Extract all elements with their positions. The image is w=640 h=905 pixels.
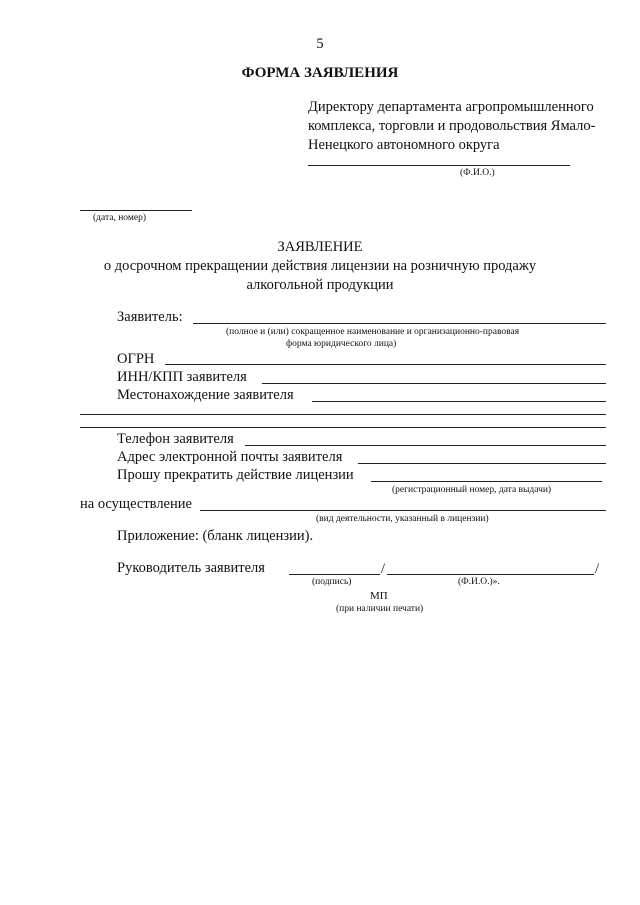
inn-kpp-line [262,383,606,384]
signature-fio-caption: (Ф.И.О.)». [458,577,500,587]
applicant-line [193,323,606,324]
ogrn-label: ОГРН [117,351,155,367]
terminate-license-label: Прошу прекратить действие лицензии [117,467,354,483]
signature-caption: (подпись) [312,577,352,587]
form-title: ФОРМА ЗАЯВЛЕНИЯ [241,65,399,81]
email-label: Адрес электронной почты заявителя [117,449,343,465]
location-label: Местонахождение заявителя [117,387,294,403]
activity-label: на осуществление [80,496,192,512]
addressee-fio-caption: (Ф.И.О.) [460,168,495,178]
license-number-caption: (регистрационный номер, дата выдачи) [392,485,552,495]
addressee-line-3: Ненецкого автономного округа [308,137,500,153]
inn-kpp-label: ИНН/КПП заявителя [117,369,247,385]
signature-slash-1: / [381,561,386,577]
date-number-line [80,210,192,211]
statement-subtitle-line-1: о досрочном прекращении действия лицензии на розничную продажу [103,258,537,274]
signature-slash-2: / [595,561,600,577]
statement-subtitle-line-2: алкогольной продукции [246,277,394,293]
applicant-caption-1: (полное и (или) сокращенное наименование и организационно-правовая [226,327,520,337]
activity-caption: (вид деятельности, указанный в лицензии) [316,514,489,524]
ogrn-line [165,364,606,365]
stamp-mark: МП [370,590,388,602]
addressee-line-1: Директору департамента агропромышленного [308,99,594,115]
license-number-line [371,481,602,482]
location-continuation-line-2 [80,427,606,428]
attachment-note: Приложение: (бланк лицензии). [117,528,314,544]
location-continuation-line-1 [80,414,606,415]
date-number-caption: (дата, номер) [93,213,146,223]
location-line [312,401,606,402]
phone-line [245,445,606,446]
addressee-line-2: комплекса, торговли и продовольствия Ямало- [308,118,596,134]
applicant-label: Заявитель: [117,309,183,325]
signature-fio-line [387,574,594,575]
phone-label: Телефон заявителя [117,431,234,447]
activity-line [200,510,606,511]
signature-line [289,574,380,575]
email-line [358,463,606,464]
stamp-caption: (при наличии печати) [336,604,424,614]
applicant-caption-2: форма юридического лица) [286,339,397,349]
addressee-fio-line [308,165,570,166]
statement-title: ЗАЯВЛЕНИЕ [277,239,363,255]
signature-label: Руководитель заявителя [117,560,265,576]
page-number: 5 [316,36,324,52]
